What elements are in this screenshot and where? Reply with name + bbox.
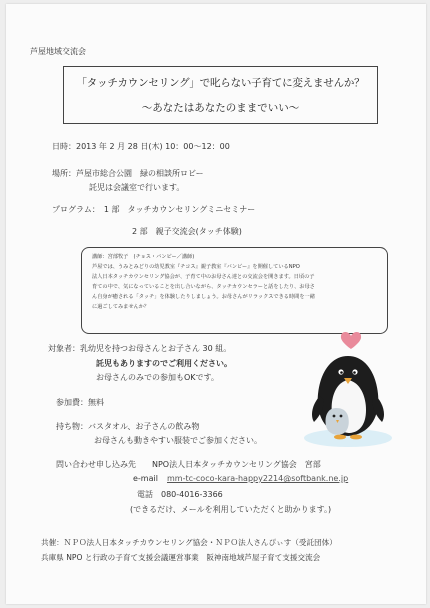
target-line1: 対象者：乳幼児を持つお母さんとお子さん 30 組。 [48, 344, 232, 353]
lecturer-line: ん自身が癒される「タッチ」を体験したりしましょう。お母さんがリラックスできる時間を一緒 [92, 294, 315, 300]
belongings-line1: 持ち物：バスタオル、お子さんの飲み物 [56, 422, 200, 431]
phone: 電話 080-4016-3366 [137, 490, 223, 499]
place-line1: 場所：芦屋市総合公園 緑の相談所ロビー [52, 169, 204, 178]
program-line2: 2 部 親子交流会(タッチ体験) [132, 227, 242, 236]
penguin-illustration [296, 322, 396, 452]
belongings-line2: お母さんも動きやすい服装でご参加ください。 [94, 436, 262, 445]
title-main: 「タッチカウンセリング」で叱らない子育てに変えませんか？ [76, 77, 365, 89]
datetime: 日時：2013 年 2 月 28 日(木) 10：00〜12：00 [52, 142, 230, 151]
lecturer-line: 芦屋では、うみとみどりの幼児教室『チコス』親子教室『バンビー』を開催しているNPO [92, 264, 300, 270]
title-box [63, 66, 378, 124]
place-line2: 託児は会議室で行います。 [89, 183, 185, 192]
footer-project: 兵庫県 NPO と行政の子育て支援会議運営事業 阪神南地域芦屋子育て支援交流会 [41, 553, 321, 562]
contact-line1: 問い合わせ申し込み先 NPO法人日本タッチカウンセリング協会 宮部 [56, 460, 321, 469]
organizer-label: 芦屋地域交流会 [30, 47, 86, 56]
flyer-sheet [6, 4, 426, 604]
heart-icon [341, 332, 361, 349]
footer-cohost: 共催：ＮＰＯ法人日本タッチカウンセリング協会・ＮＰＯ法人さんぴぃす（受託団体） [41, 538, 337, 547]
email-label: e-mail [133, 474, 158, 483]
title-sub: 〜あなたはあなたのままでいい〜 [141, 102, 300, 114]
lecturer-line: 育ての中で、気になっていることを出し合いながら、タッチカウンセラーと話をしたり、お母さ [92, 284, 315, 290]
contact-note: (できるだけ、メールを利用していただくと助かります。) [130, 505, 332, 514]
fee: 参加費：無料 [56, 398, 104, 407]
target-line3: お母さんのみでの参加もOKです。 [96, 373, 219, 382]
email-link[interactable]: mm-tc-coco-kara-happy2214@softbank.ne.jp [167, 474, 349, 483]
lecturer-line: 講師：宮部牧子 (チョス・バンピー／講師) [92, 254, 195, 260]
lecturer-line: 法人日本タッチカウンセリング協会が、子育て中のお母さん達との交流会を開きます。日頃の子 [92, 274, 315, 280]
program-line1: プログラム： 1 部 タッチカウンセリングミニセミナー [52, 205, 256, 214]
lecturer-line: に過ごしてみませんか？ [92, 304, 150, 310]
lecturer-box [81, 247, 388, 334]
target-line2: 託児もありますのでご利用ください。 [96, 359, 232, 368]
